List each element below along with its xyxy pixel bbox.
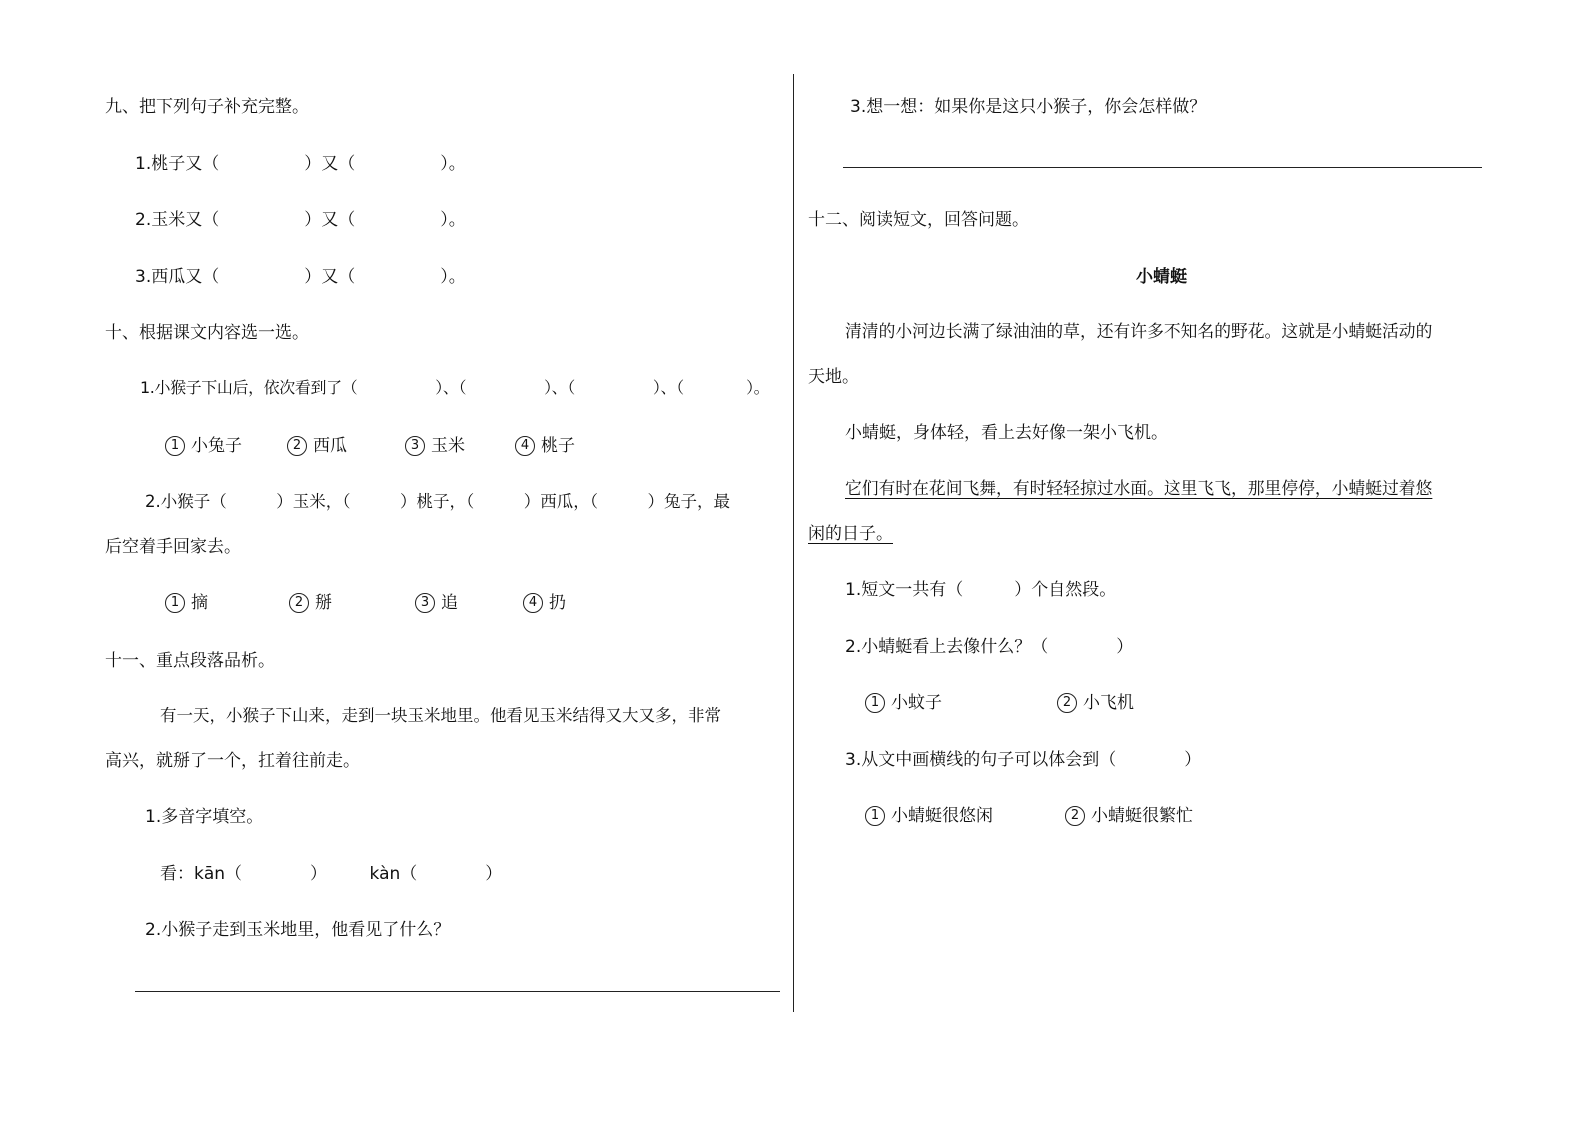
q10-title: 十、根据课文内容选一选。	[105, 323, 309, 343]
option-text: 小蜻蜓很悠闲	[891, 806, 993, 826]
option-text: 小蚊子	[891, 693, 942, 713]
option	[287, 431, 405, 456]
passage-p1-line-1: 清清的小河边长满了绿油油的草，还有许多不知名的野花。这就是小蜻蜓活动的	[845, 321, 1433, 341]
q9-title: 九、把下列句子补充完整。	[105, 97, 309, 117]
option	[865, 801, 1065, 826]
circled-number: 2	[1065, 806, 1085, 826]
answer-line	[135, 991, 780, 992]
option	[515, 431, 575, 456]
q12-title: 十二、阅读短文，回答问题。	[808, 210, 1029, 230]
option-text: 摘	[191, 593, 208, 613]
column-divider	[793, 74, 794, 1012]
passage-p3-line-1-underlined: 它们有时在花间飞舞，有时轻轻掠过水面。这里飞飞，那里停停，小蜻蜓过着悠	[845, 478, 1433, 498]
option	[1057, 688, 1134, 713]
q9-item-1: 1.桃子又（ ）又（ ）。	[135, 154, 466, 174]
q11-title: 十一、重点段落品析。	[105, 651, 275, 671]
option-text: 小兔子	[191, 436, 242, 456]
q10-item-2-line-1: 2.小猴子（ ）玉米，（ ）桃子，（ ）西瓜，（ ）兔子，最	[145, 492, 730, 511]
q12-question-2: 2.小蜻蜓看上去像什么？（ ）	[845, 637, 1134, 657]
circled-number: 4	[523, 593, 543, 613]
circled-number: 3	[415, 593, 435, 613]
q11-sub-1: 1.多音字填空。	[145, 807, 264, 827]
q11-passage-line-2: 高兴，就掰了一个，扛着往前走。	[105, 751, 360, 771]
option	[1065, 801, 1193, 826]
q10-item-1: 1.小猴子下山后，依次看到了（ ）、（ ）、（ ）、（ ）。	[140, 378, 770, 397]
option-text: 追	[441, 593, 458, 613]
q12-question-2-options	[865, 688, 1134, 713]
option-text: 扔	[549, 593, 566, 613]
passage-p3-line-2-underlined: 闲的日子。	[808, 524, 893, 544]
circled-number: 1	[165, 436, 185, 456]
circled-number: 4	[515, 436, 535, 456]
circled-number: 2	[1057, 693, 1077, 713]
circled-number: 1	[865, 806, 885, 826]
q12-question-3: 3.从文中画横线的句子可以体会到（ ）	[845, 750, 1202, 770]
q11-sub-3: 3.想一想：如果你是这只小猴子，你会怎样做？	[850, 97, 1207, 117]
passage-p1-line-2: 天地。	[808, 367, 859, 387]
option	[415, 588, 523, 613]
q12-question-3-options	[865, 801, 1193, 826]
option-text: 玉米	[431, 436, 465, 456]
circled-number: 2	[287, 436, 307, 456]
passage-title: 小蜻蜓	[1136, 267, 1187, 287]
option	[165, 431, 287, 456]
q11-passage-line-1: 有一天，小猴子下山来，走到一块玉米地里。他看见玉米结得又大又多，非常	[160, 706, 721, 725]
q11-sub-1-fill: 看：kān（ ） kàn（ ）	[160, 864, 503, 884]
option-text: 小蜻蜓很繁忙	[1091, 806, 1193, 826]
answer-line	[843, 167, 1482, 168]
q11-sub-2: 2.小猴子走到玉米地里，他看见了什么？	[145, 920, 451, 940]
q12-question-1: 1.短文一共有（ ）个自然段。	[845, 580, 1117, 600]
option	[165, 588, 289, 613]
option-text: 小飞机	[1083, 693, 1134, 713]
circled-number: 1	[865, 693, 885, 713]
q10-item-2-line-2: 后空着手回家去。	[105, 537, 241, 557]
option	[289, 588, 415, 613]
q9-item-2: 2.玉米又（ ）又（ ）。	[135, 210, 466, 230]
q10-item-1-options	[165, 431, 575, 456]
circled-number: 2	[289, 593, 309, 613]
q10-item-2-options	[165, 588, 566, 613]
q9-item-3: 3.西瓜又（ ）又（ ）。	[135, 267, 466, 287]
option-text: 桃子	[541, 436, 575, 456]
option	[405, 431, 515, 456]
circled-number: 1	[165, 593, 185, 613]
option	[865, 688, 1057, 713]
option	[523, 588, 566, 613]
passage-p2: 小蜻蜓，身体轻，看上去好像一架小飞机。	[845, 423, 1168, 443]
option-text: 掰	[315, 593, 332, 613]
option-text: 西瓜	[313, 436, 347, 456]
circled-number: 3	[405, 436, 425, 456]
